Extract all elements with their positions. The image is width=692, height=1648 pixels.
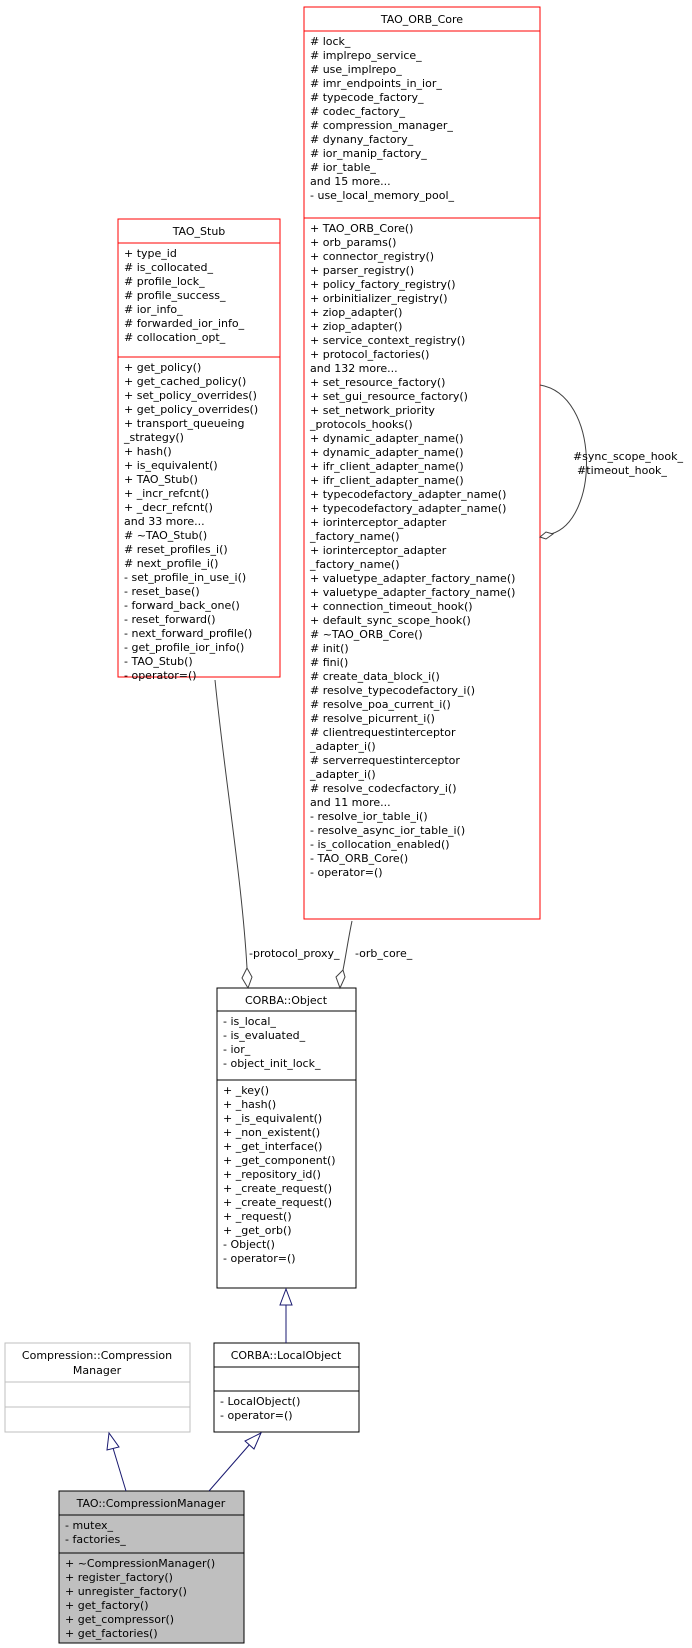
inheritance-manager-interface <box>107 1433 126 1491</box>
operation-item: _factory_name() <box>310 558 400 571</box>
attribute-item: # use_implrepo_ <box>310 63 402 76</box>
operation-item: + _non_existent() <box>223 1126 321 1139</box>
attribute-item: # ior_info_ <box>124 303 183 316</box>
attribute-item: # dynany_factory_ <box>310 133 414 146</box>
operation-item: # resolve_picurrent_i() <box>310 712 435 725</box>
operation-item: + ziop_adapter() <box>310 320 403 333</box>
operation-item: + unregister_factory() <box>65 1585 187 1598</box>
operation-item: + get_cached_policy() <box>124 375 247 388</box>
operation-item: - operator=() <box>220 1409 293 1422</box>
operation-item: # create_data_block_i() <box>310 670 440 683</box>
class-compression-interface <box>5 1343 190 1432</box>
operation-item: # fini() <box>310 656 349 669</box>
attribute-item: - is_evaluated_ <box>223 1029 306 1042</box>
operation-item: # ~TAO_ORB_Core() <box>310 628 423 641</box>
operation-item: + _hash() <box>223 1098 277 1111</box>
operation-item: - is_collocation_enabled() <box>310 838 450 851</box>
operation-item: _strategy() <box>124 431 184 444</box>
operation-item: + iorinterceptor_adapter <box>310 516 447 529</box>
operation-item: + get_policy() <box>124 361 202 374</box>
attribute-item: - factories_ <box>65 1533 126 1546</box>
attribute-item: - is_local_ <box>223 1015 276 1028</box>
operation-item: - reset_base() <box>124 585 200 598</box>
operation-item: + typecodefactory_adapter_name() <box>310 488 507 501</box>
class-corba-object <box>217 988 356 1288</box>
operation-item: + _get_interface() <box>223 1140 323 1153</box>
attribute-item: + type_id <box>124 247 177 260</box>
self-association-hooks <box>540 385 684 539</box>
attribute-item: # collocation_opt_ <box>124 331 226 344</box>
operation-item: # clientrequestinterceptor <box>310 726 456 739</box>
operation-item: + valuetype_adapter_factory_name() <box>310 586 516 599</box>
attribute-item: - object_init_lock_ <box>223 1057 321 1070</box>
operation-item: + get_factory() <box>65 1599 149 1612</box>
attribute-item: # compression_manager_ <box>310 119 453 132</box>
attribute-item: # ior_table_ <box>310 161 376 174</box>
operation-item: + is_equivalent() <box>124 459 218 472</box>
class-title: TAO_ORB_Core <box>380 13 464 26</box>
operation-item: + dynamic_adapter_name() <box>310 432 464 445</box>
operation-item: _adapter_i() <box>310 740 376 753</box>
operation-item: + _create_request() <box>223 1182 333 1195</box>
operation-item: # resolve_poa_current_i() <box>310 698 451 711</box>
operation-item: + ifr_client_adapter_name() <box>310 474 464 487</box>
operation-item: # reset_profiles_i() <box>124 543 228 556</box>
operation-item: + valuetype_adapter_factory_name() <box>310 572 516 585</box>
operation-item: - resolve_ior_table_i() <box>310 810 428 823</box>
class-tao-orb-core <box>304 7 540 919</box>
attribute-item: # profile_success_ <box>124 289 226 302</box>
operation-item: + get_factories() <box>65 1627 158 1640</box>
operation-item: + default_sync_scope_hook() <box>310 614 471 627</box>
attribute-item: # is_collocated_ <box>124 261 213 274</box>
operation-item: + dynamic_adapter_name() <box>310 446 464 459</box>
operation-item: + set_network_priority <box>310 404 435 417</box>
edge-label-protocol-proxy: -protocol_proxy_ <box>249 947 340 960</box>
operation-item: + service_context_registry() <box>310 334 466 347</box>
operation-item: + transport_queueing <box>124 417 245 430</box>
attribute-item: # typecode_factory_ <box>310 91 424 104</box>
operation-item: # init() <box>310 642 349 655</box>
operation-item: - forward_back_one() <box>124 599 240 612</box>
attribute-item: # codec_factory_ <box>310 105 406 118</box>
class-title: CORBA::Object <box>244 994 328 1007</box>
operation-item: + policy_factory_registry() <box>310 278 456 291</box>
operation-item: + get_policy_overrides() <box>124 403 259 416</box>
operation-item: and 33 more... <box>124 515 205 528</box>
attribute-item: # profile_lock_ <box>124 275 205 288</box>
operation-item: + _incr_refcnt() <box>124 487 210 500</box>
operation-item: # serverrequestinterceptor <box>310 754 460 767</box>
operation-item: - TAO_ORB_Core() <box>310 852 409 865</box>
class-title-line-2: Manager <box>72 1364 122 1377</box>
attribute-item: # ior_manip_factory_ <box>310 147 427 160</box>
operation-item: - get_profile_ior_info() <box>124 641 245 654</box>
operation-item: - operator=() <box>310 866 383 879</box>
operation-item: and 11 more... <box>310 796 391 809</box>
attribute-item: # forwarded_ior_info_ <box>124 317 245 330</box>
operation-item: + parser_registry() <box>310 264 415 277</box>
operation-item: # resolve_typecodefactory_i() <box>310 684 476 697</box>
attribute-item: # implrepo_service_ <box>310 49 422 62</box>
class-tao-stub <box>118 219 280 682</box>
operation-item: + connection_timeout_hook() <box>310 600 473 613</box>
operation-item: + connector_registry() <box>310 250 435 263</box>
operation-item: _adapter_i() <box>310 768 376 781</box>
operation-item: + get_compressor() <box>65 1613 175 1626</box>
operation-item: + _is_equivalent() <box>223 1112 323 1125</box>
operation-item: and 132 more... <box>310 362 398 375</box>
operation-item: + orb_params() <box>310 236 397 249</box>
attribute-item: - use_local_memory_pool_ <box>310 189 455 202</box>
operation-item: + register_factory() <box>65 1571 173 1584</box>
operation-item: + typecodefactory_adapter_name() <box>310 502 507 515</box>
attribute-item: # lock_ <box>310 35 351 48</box>
operation-item: + _key() <box>223 1084 270 1097</box>
operation-item: + _decr_refcnt() <box>124 501 213 514</box>
operation-item: - LocalObject() <box>220 1395 301 1408</box>
operation-item: + set_policy_overrides() <box>124 389 257 402</box>
operation-item: + _repository_id() <box>223 1168 321 1181</box>
attribute-item: and 15 more... <box>310 175 391 188</box>
operation-item: # ~TAO_Stub() <box>124 529 208 542</box>
class-title: TAO::CompressionManager <box>76 1497 226 1510</box>
edge-label-orb-core: -orb_core_ <box>355 947 413 960</box>
operation-item: + ifr_client_adapter_name() <box>310 460 464 473</box>
inheritance-localobject-object <box>280 1289 292 1343</box>
operation-item: + hash() <box>124 445 172 458</box>
class-corba-localobject <box>214 1343 359 1432</box>
operation-item: - operator=() <box>124 669 197 682</box>
edge-label-sync-scope-hook: #sync_scope_hook_ <box>572 450 684 463</box>
operation-item: + set_resource_factory() <box>310 376 446 389</box>
operation-item: - TAO_Stub() <box>124 655 193 668</box>
operation-item: - reset_forward() <box>124 613 216 626</box>
operation-item: - resolve_async_ior_table_i() <box>310 824 466 837</box>
operation-item: + _request() <box>223 1210 292 1223</box>
class-title: TAO_Stub <box>172 225 226 238</box>
operation-item: - next_forward_profile() <box>124 627 253 640</box>
attribute-item: # imr_endpoints_in_ior_ <box>310 77 442 90</box>
operation-item: + orbinitializer_registry() <box>310 292 448 305</box>
operation-item: # next_profile_i() <box>124 557 219 570</box>
operation-item: + TAO_Stub() <box>124 473 198 486</box>
inheritance-manager-localobject <box>209 1433 261 1491</box>
operation-item: _factory_name() <box>310 530 400 543</box>
operation-item: + set_gui_resource_factory() <box>310 390 468 403</box>
class-title: CORBA::LocalObject <box>230 1349 342 1362</box>
operation-item: - Object() <box>223 1238 275 1251</box>
operation-item: - operator=() <box>223 1252 296 1265</box>
operation-item: - set_profile_in_use_i() <box>124 571 247 584</box>
operation-item: + ziop_adapter() <box>310 306 403 319</box>
operation-item: + _create_request() <box>223 1196 333 1209</box>
class-tao-compression-manager <box>59 1491 244 1643</box>
operation-item: + _get_component() <box>223 1154 336 1167</box>
operation-item: # resolve_codecfactory_i() <box>310 782 457 795</box>
attribute-item: - ior_ <box>223 1043 251 1056</box>
operation-list <box>220 1395 300 1422</box>
operation-item: + TAO_ORB_Core() <box>310 222 414 235</box>
operation-item: + _get_orb() <box>223 1224 292 1237</box>
attribute-item: - mutex_ <box>65 1519 114 1532</box>
class-title-line-1: Compression::Compression <box>21 1349 173 1362</box>
operation-item: _protocols_hooks() <box>310 418 413 431</box>
operation-item: + protocol_factories() <box>310 348 430 361</box>
edge-label-timeout-hook: #timeout_hook_ <box>577 464 667 477</box>
operation-item: + ~CompressionManager() <box>65 1557 216 1570</box>
operation-item: + iorinterceptor_adapter <box>310 544 447 557</box>
association-orb-core <box>336 921 413 988</box>
